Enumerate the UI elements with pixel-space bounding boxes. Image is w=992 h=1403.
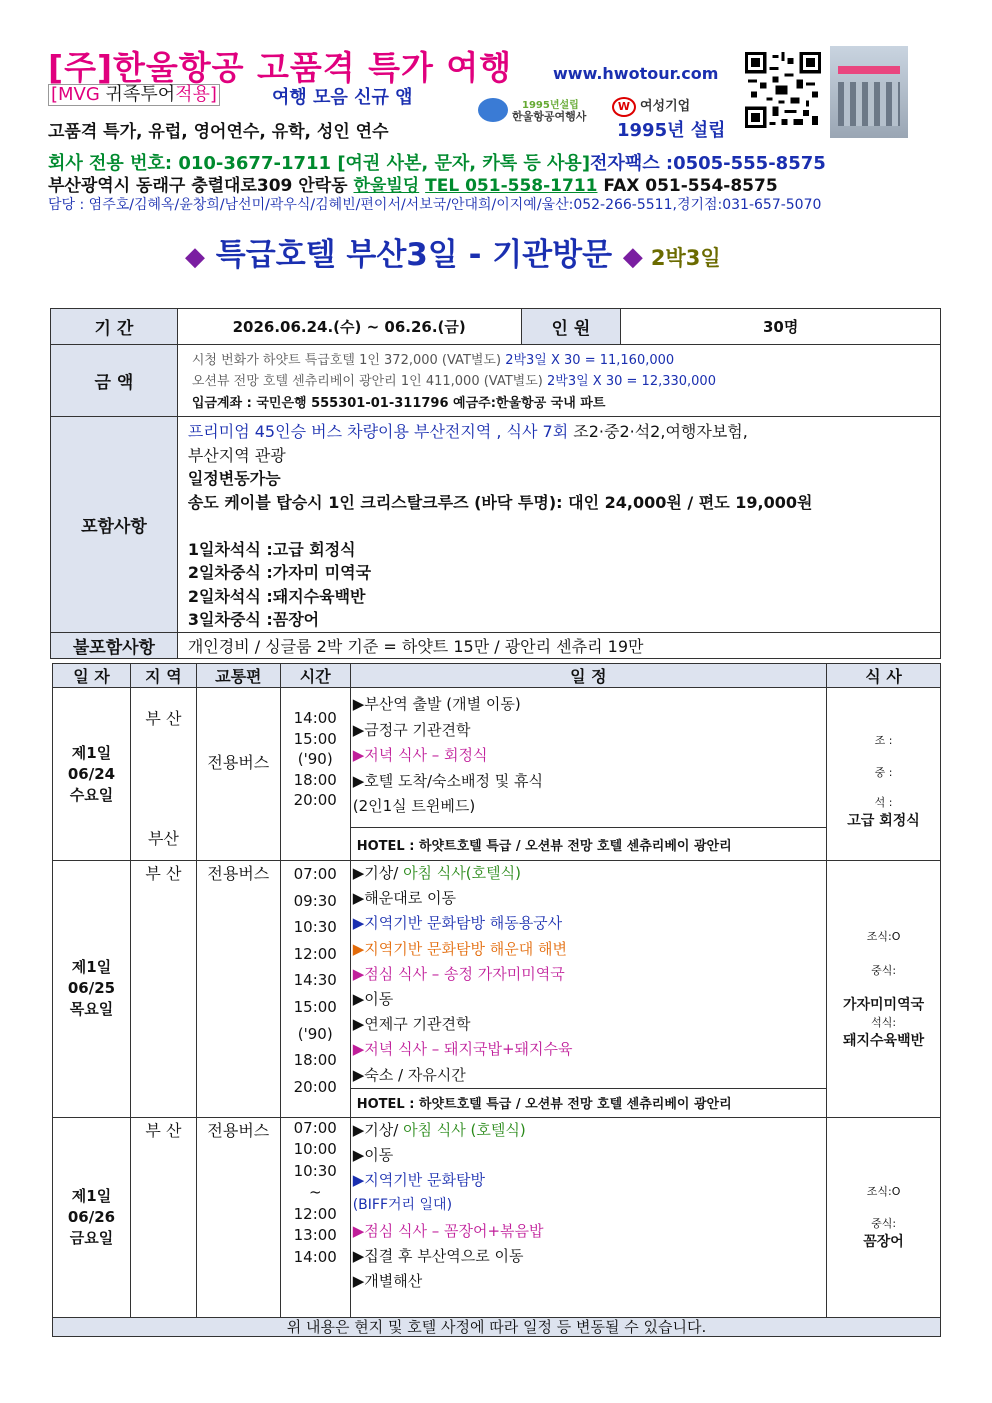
app-notice: 여행 모음 신규 앱 — [272, 87, 413, 108]
day3-itinerary: ▶기상/ 아침 식사 (호텔식) ▶이동 ▶지역기반 문화탐방 (BIFF거리 일대) ▶점심 식사 – 꼼장어+볶음밥 ▶집결 후 부산역으로 이동 ▶개별해산 — [350, 1117, 826, 1317]
day2-meal: 조식:O 중식: 가자미미역국 석식: 돼지수육백반 — [827, 861, 941, 1118]
day2-region: 부 산 — [130, 861, 196, 1118]
day3-region: 부 산 — [130, 1117, 196, 1317]
header-time: 시간 — [280, 664, 350, 688]
price-label: 금 액 — [51, 345, 178, 417]
day2-cell: 제1일 06/25 목요일 — [53, 861, 131, 1118]
day2-times: 07:00 09:30 10:30 12:00 14:30 15:00 ('90) 18:00 20:00 — [280, 861, 350, 1118]
building-photo — [830, 46, 908, 138]
established-year: 1995년 설립 — [617, 120, 726, 141]
day2-transport: 전용버스 — [196, 861, 280, 1118]
period-value: 2026.06.24.(수) ~ 06.26.(금) — [177, 309, 521, 345]
services-line: 고품격 특가, 유럽, 영어연수, 유학, 성인 연수 — [48, 122, 389, 142]
day3-transport: 전용버스 — [196, 1117, 280, 1317]
day3-cell: 제1일 06/26 금요일 — [53, 1117, 131, 1317]
day1-transport: 전용버스 — [196, 688, 280, 861]
bank-account: 입금계좌 : 국민은행 555301-01-311796 예금주:한울항공 국내 파트 — [191, 396, 606, 411]
day1-hotel: HOTEL : 하얏트호텔 특급 / 오션뷰 전망 호텔 센츄리베이 광안리 — [350, 828, 826, 861]
day1-region: 부 산 부산 — [130, 688, 196, 861]
day2-itinerary: ▶기상/ 아침 식사(호텔식) ▶해운대로 이동 ▶지역기반 문화탐방 해동용궁사 ▶지역기반 문화탐방 해운대 해변 ▶점심 식사 – 송정 가자미미역국 ▶이동 ▶연제구 기관견학 ▶저녁 식사 – 돼지국밥+돼지수육 ▶숙소 / 자유시간 — [350, 861, 826, 1089]
w-icon: W — [612, 97, 636, 117]
period-label: 기 간 — [51, 309, 178, 345]
header-region: 지 역 — [130, 664, 196, 688]
staff-line: 담당 : 염주호/김혜옥/윤창희/남선미/곽우식/김혜빈/편이서/서보국/안대희/이지예/울산:052-266-5511,경기점:031-657-5070 — [48, 197, 822, 213]
qr-code-icon[interactable] — [745, 52, 821, 128]
website-link[interactable]: www.hwotour.com — [553, 64, 719, 83]
diamond-icon: ◆ — [185, 242, 205, 272]
include-label: 포함사항 — [51, 417, 178, 633]
day2-hotel: HOTEL : 하얏트호텔 특급 / 오션뷰 전망 호텔 센츄리베이 광안리 — [350, 1088, 826, 1117]
people-value: 30명 — [621, 309, 941, 345]
women-enterprise-logo: W 여성기업 — [612, 95, 690, 117]
people-label: 인 원 — [521, 309, 621, 345]
footer-note: 위 내용은 현지 및 호텔 사정에 따라 일정 등 변동될 수 있습니다. — [53, 1317, 941, 1336]
day3-meal: 조식:O 중식: 꼼장어 — [827, 1117, 941, 1317]
header-meal: 식 사 — [827, 664, 941, 688]
diamond-icon: ◆ — [622, 242, 643, 272]
price-cell: 시청 번화가 하얏트 특급호텔 1인 372,000 (VAT별도) 2박3일 X 30 = 11,160,000 오션뷰 전망 호텔 센츄리베이 광안리 1인 411,000 (VAT별도) 2박3일 X 30 = 12,330,000 입금계좌 : 국민은행 555301-01-311796 예금주:한울항공 국내 파트 — [177, 345, 940, 417]
header-date: 일 자 — [53, 664, 131, 688]
day1-times: 14:00 15:00 ('90) 18:00 20:00 — [280, 688, 350, 861]
schedule-table — [52, 663, 941, 1337]
mvg-badge: [MVG 귀족투어적용] — [48, 84, 220, 106]
day1-itinerary: ▶부산역 출발 (개별 이동) ▶금정구 기관견학 ▶저녁 식사 – 회정식 ▶호텔 도착/숙소배정 및 휴식 (2인1실 트윈베드) — [350, 688, 826, 828]
day3-times: 07:00 10:00 10:30 ~ 12:00 13:00 14:00 — [280, 1117, 350, 1317]
day1-cell: 제1일 06/24 수요일 — [53, 688, 131, 861]
exclude-label: 불포함사항 — [51, 632, 178, 658]
header-transport: 교통편 — [196, 664, 280, 688]
include-cell: 프리미엄 45인승 버스 차량이용 부산전지역 , 식사 7회 조2·중2·석2,여행자보험, 부산지역 관광 일정변동가능 송도 케이블 탑승시 1인 크리스탈크루즈 (바닥 투명): 대인 24,000원 / 편도 19,000원 1일차석식 :고급 회정식 2일차중식 :가자미 미역국 2일차석식 :돼지수육백반 3일차중식 :꼼장어 — [177, 417, 940, 633]
contact-line: 회사 전용 번호: 010-3677-1711 [여권 사본, 문자, 카톡 등 사용]전자팩스 :0505-555-8575 — [48, 153, 826, 174]
header-itinerary: 일 정 — [350, 664, 826, 688]
globe-icon — [478, 98, 508, 122]
hanul-logo: 1995년설립 한울항공여행사 — [478, 96, 602, 126]
address-line: 부산광역시 동래구 충렬대로309 안락동 한울빌딩 TEL 051-558-1711 FAX 051-554-8575 — [48, 176, 778, 196]
phone-number[interactable]: 010-3677-1711 — [178, 153, 332, 174]
day1-meal: 조 : 중 : 석 : 고급 회정식 — [827, 688, 941, 861]
info-table — [50, 308, 941, 659]
exclude-value: 개인경비 / 싱글룸 2박 기준 = 하얏트 15만 / 광안리 센츄리 19만 — [177, 632, 940, 658]
page-title: ◆ 특급호텔 부산3일 - 기관방문 ◆ 2박3일 — [185, 237, 721, 273]
brand-title: [주]한울항공 고품격 특가 여행 — [48, 48, 513, 87]
